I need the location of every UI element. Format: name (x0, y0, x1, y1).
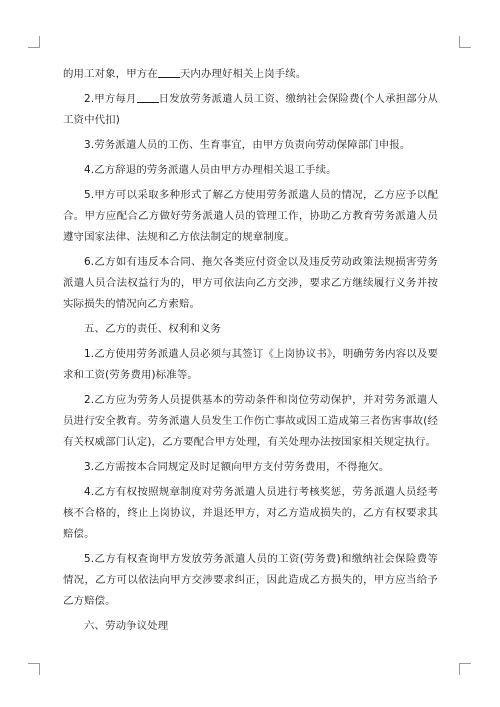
paragraph-item: 5.乙方有权查询甲方发放劳务派遣人员的工资(劳务费)和缴纳社会保险费等情况，乙方可以依法向甲方交涉要求纠正，因此造成乙方损失的，甲方应当给予乙方赔偿。 (63, 553, 438, 607)
paragraph-continuation (63, 64, 438, 85)
paragraph-item: 3.乙方需按本合同规定及时足额向甲方支付劳务费用，不得拖欠。 (84, 461, 390, 473)
paragraph-text: 日发放劳务派遣人员工资、缴纳社会保险费(个人承担部分从工资中代扣) (63, 93, 438, 126)
fill-in-blank (158, 66, 180, 78)
paragraph-item: 6.乙方如有违反本合同、拖欠各类应付资金以及违反劳动政策法规损害劳务派遣人员合法权益行为的，甲方可依法向乙方交涉，要求乙方继续履行义务并按实际损失的情况向乙方索赔。 (63, 256, 438, 310)
paragraph-item: 3.劳务派遣人员的工伤、生育事宜，由甲方负责向劳动保障部门申报。 (84, 139, 411, 151)
paragraph-item: 2.乙方应为劳务人员提供基本的劳动条件和岗位劳动保护，并对劳务派遣人员进行安全教育。劳务派遣人员发生工作伤亡事故或因工造成第三者伤害事故(经有关权威部门认定)，乙方要配合甲方处理，有关处理办法按国家相关规定执行。 (63, 394, 438, 448)
section-heading: 五、乙方的责任、权利和义务 (84, 323, 222, 335)
paragraph-item: 1.乙方使用劳务派遣人员必须与其签订《上岗协议书》，明确劳务内容以及要求和工资(劳务费用)标准等。 (63, 348, 438, 381)
paragraph-item: 4.乙方有权按照规章制度对劳务派遣人员进行考核奖惩，劳务派遣人员经考核不合格的，终止上岗协议，并退还甲方，对乙方造成损失的，乙方有权要求其赔偿。 (63, 486, 438, 540)
paragraph-item (63, 89, 438, 131)
fill-in-blank (137, 91, 159, 103)
paragraph-text: 天内办理好相关上岗手续。 (179, 68, 307, 80)
paragraph-item: 4.乙方辞退的劳务派遣人员由甲方办理相关退工手续。 (84, 164, 337, 176)
crop-mark-bottom-left (28, 663, 40, 675)
crop-mark-top-left (28, 36, 40, 48)
paragraph-item: 5.甲方可以采取多种形式了解乙方使用劳务派遣人员的情况，乙方应予以配合。甲方应配合乙方做好劳务派遣人员的管理工作，协助乙方教育劳务派遣人员遵守国家法律、法规和乙方依法制定的规章制度。 (63, 189, 438, 243)
paragraph-text: 的用工对象，甲方在 (63, 68, 158, 80)
section-heading: 六、劳动争议处理 (84, 620, 169, 632)
paragraph-text: 2.甲方每月 (84, 93, 137, 105)
crop-mark-bottom-right (459, 663, 471, 675)
document-body (63, 64, 438, 641)
crop-mark-top-right (459, 36, 471, 48)
